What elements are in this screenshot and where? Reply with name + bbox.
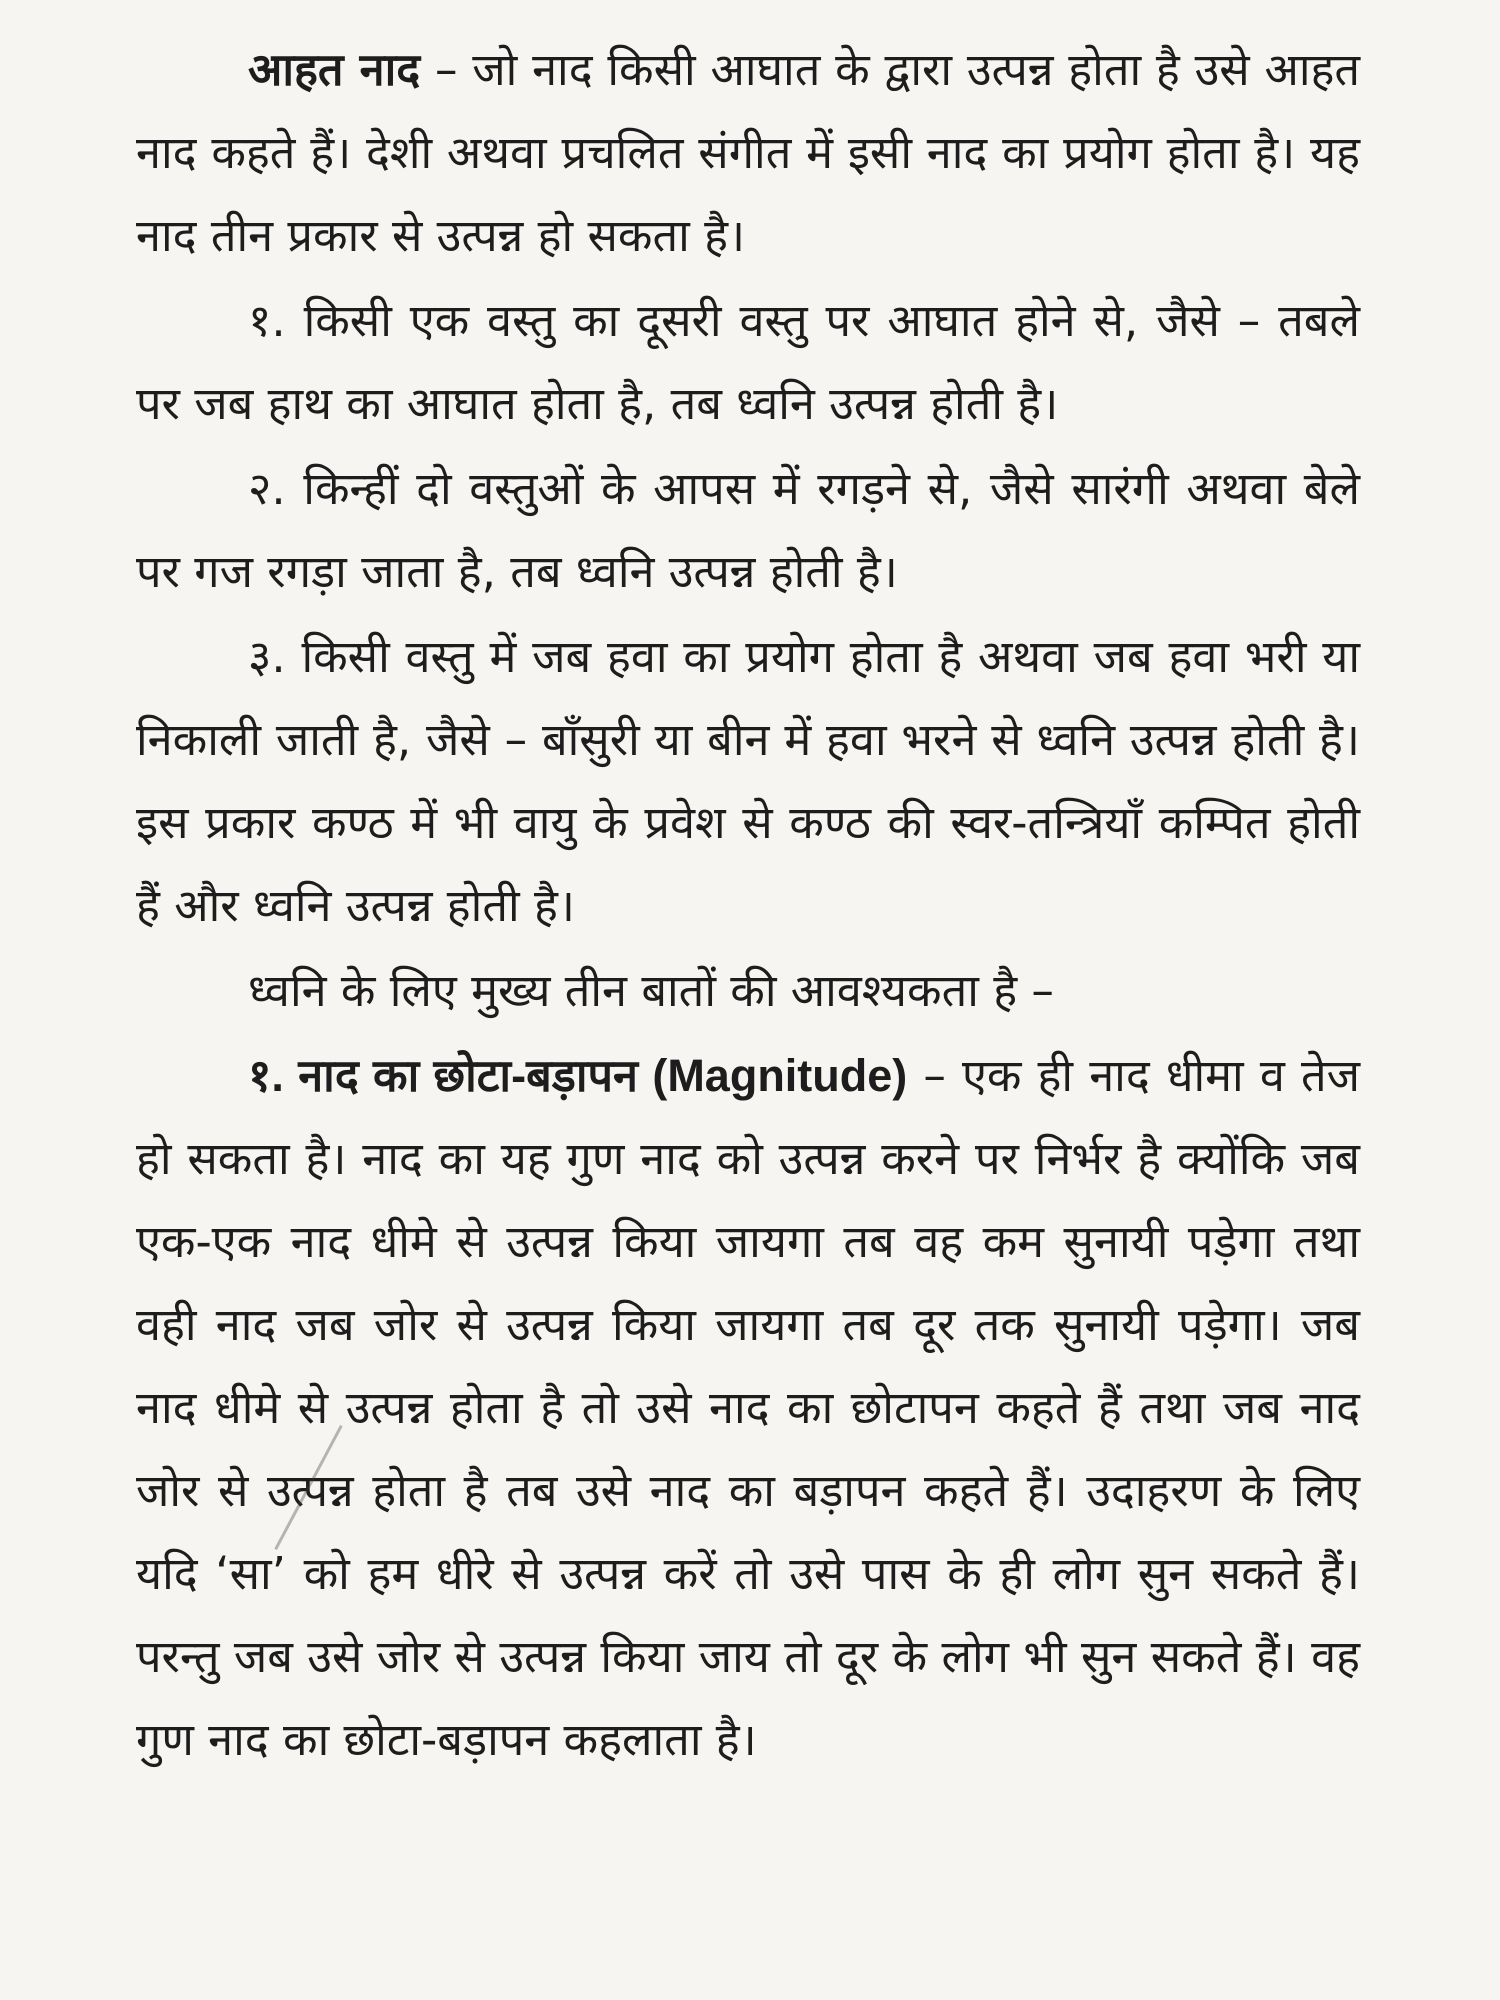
paragraph-ahat-naad [136, 28, 1360, 277]
list-item-2: २. किन्हीं दो वस्तुओं के आपस में रगड़ने से, जैसे सारंगी अथवा बेले पर गज रगड़ा जाता है, तब ध्वनि उत्पन्न होती है। [136, 462, 1360, 598]
requirements-intro: ध्वनि के लिए मुख्य तीन बातों की आवश्यकता है – [248, 964, 1054, 1017]
list-item-1: १. किसी एक वस्तु का दूसरी वस्तु पर आघात होने से, जैसे – तबले पर जब हाथ का आघात होता है, तब ध्वनि उत्पन्न होती है। [136, 294, 1360, 430]
term-magnitude: १. नाद का छोटा-बड़ापन (Magnitude) [248, 1050, 908, 1101]
list-item-3: ३. किसी वस्तु में जब हवा का प्रयोग होता है अथवा जब हवा भरी या निकाली जाती है, जैसे – बाँसुरी या बीन में हवा भरने से ध्वनि उत्पन्न होती है। इस प्रकार कण्ठ में भी वायु के प्रवेश से कण्ठ की स्वर-तन्त्रियाँ कम्पित होती हैं और ध्वनि उत्पन्न होती है। [136, 630, 1360, 932]
paragraph-ahat-naad-text: – जो नाद किसी आघात के द्वारा उत्पन्न होता है उसे आहत नाद कहते हैं। देशी अथवा प्रचलित संगीत में इसी नाद का प्रयोग होता है। यह नाद तीन प्रकार से उत्पन्न हो सकता है। [136, 43, 1360, 262]
paragraph-magnitude-text: – एक ही नाद धीमा व तेज हो सकता है। नाद का यह गुण नाद को उत्पन्न करने पर निर्भर है क्योंकि जब एक-एक नाद धीमे से उत्पन्न किया जायगा तब वह कम सुनायी पड़ेगा तथा वही नाद जब जोर से उत्पन्न किया जायगा तब दूर तक सुनायी पड़ेगा। जब नाद धीमे से उत्पन्न होता है तो उसे नाद का छोटापन कहते हैं तथा जब नाद जोर से उत्पन्न होता है तब उसे नाद का बड़ापन कहते हैं। उदाहरण के लिए यदि ‘सा’ को हम धीरे से उत्पन्न करें तो उसे पास के ही लोग सुन सकते हैं। परन्तु जब उसे जोर से उत्पन्न किया जाय तो दूर के लोग भी सुन सकते हैं। वह गुण नाद का छोटा-बड़ापन कहलाता है। [136, 1049, 1360, 1766]
paragraph-magnitude [136, 1034, 1360, 1781]
term-ahat-naad: आहत नाद [248, 43, 421, 96]
